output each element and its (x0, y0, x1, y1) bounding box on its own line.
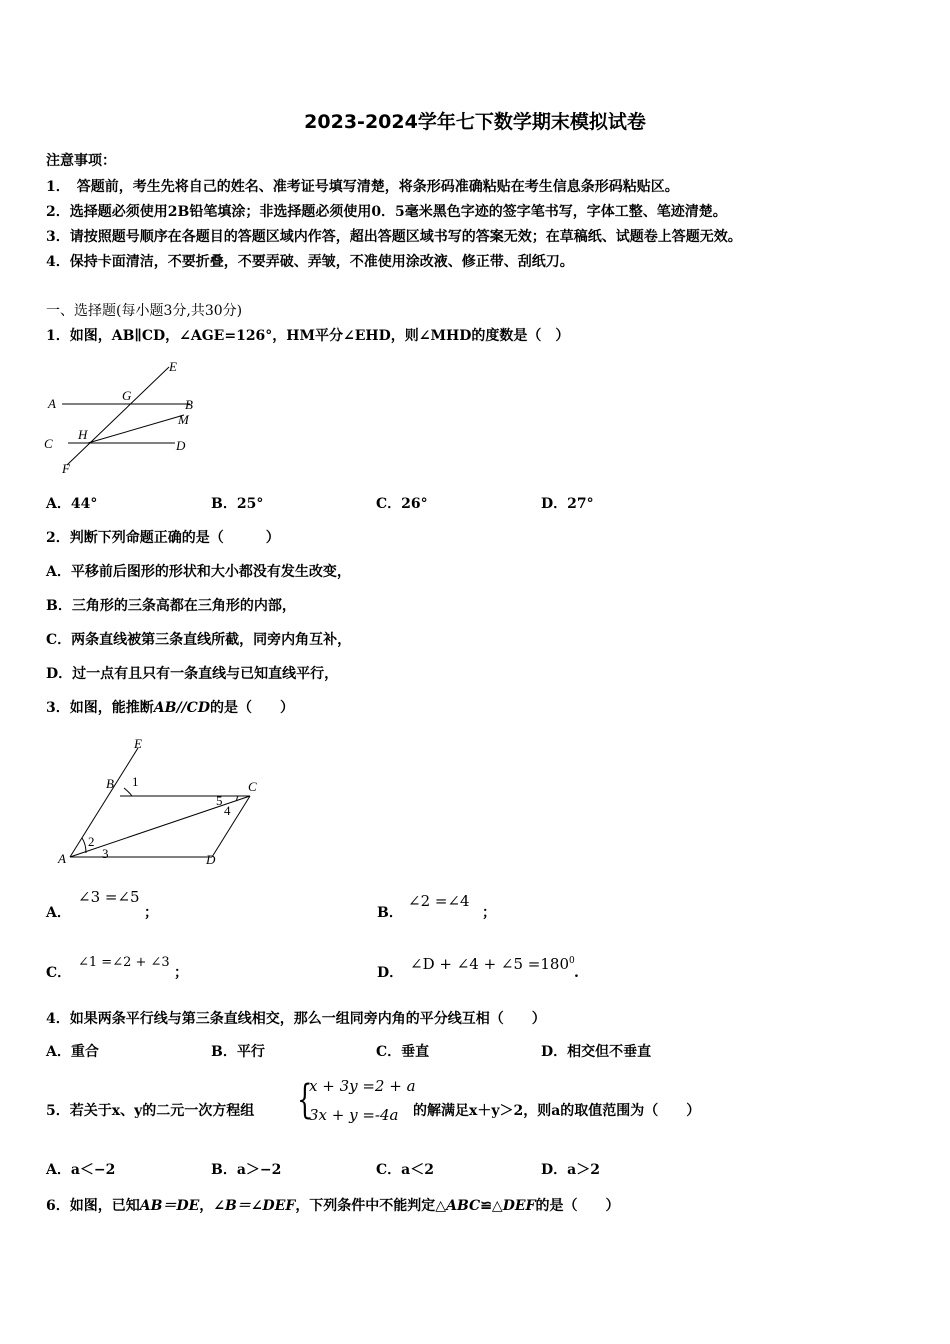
q1-label-a: A (48, 396, 56, 411)
q3-line-ae (70, 748, 138, 857)
q2-stem: 2．判断下列命题正确的是（ ） (46, 530, 280, 546)
q3-option-c-tail: ； (174, 965, 188, 981)
q3-option-a-expr: ∠3 =∠5 (78, 888, 140, 906)
q5-stem-suffix: 的解满足x＋y＞2，则a的取值范围为（ ） (413, 1103, 701, 1119)
q5-stem-prefix: 5．若关于x、y的二元一次方程组 (46, 1103, 255, 1119)
q2-option-d[interactable]: D．过一点有且只有一条直线与已知直线平行， (46, 666, 339, 682)
section-heading: 一、选择题(每小题3分,共30分) (46, 303, 243, 319)
q3-option-d-expr (410, 952, 575, 973)
q3-arc-1 (124, 788, 132, 796)
q5-option-b[interactable]: B．a＞−2 (211, 1162, 282, 1178)
q3-label-2: 2 (88, 834, 95, 849)
q3-label-1: 1 (132, 774, 139, 789)
q2-option-a[interactable]: A．平移前后图形的形状和大小都没有发生改变， (46, 564, 351, 580)
q1-stem: 1．如图，AB∥CD，∠AGE=126°，HM平分∠EHD，则∠MHD的度数是（ ） (46, 328, 570, 344)
q3-option-b-label[interactable]: B． (377, 905, 403, 921)
q3-stem-prefix: 3．如图，能推断 (46, 700, 154, 716)
q1-label-g: G (122, 388, 132, 403)
q6-mid-1: ， (199, 1198, 214, 1214)
q3-option-b-tail: ； (482, 905, 496, 921)
q5-option-c[interactable]: C．a＜2 (376, 1162, 434, 1178)
q4-stem: 4．如果两条平行线与第三条直线相交，那么一组同旁内角的平分线互相（ ） (46, 1011, 546, 1027)
note-item-4: 4．保持卡面清洁，不要折叠，不要弄破、弄皱，不准使用涂改液、修正带、刮纸刀。 (46, 254, 574, 270)
q3-option-d-expr-sup: 0 (569, 956, 575, 966)
q1-line-ef (67, 367, 169, 465)
q3-label-a: A (58, 851, 66, 866)
q1-option-d[interactable]: D．27° (541, 496, 594, 512)
q6-math-2: ∠B＝∠DEF (213, 1198, 296, 1214)
q3-label-c: C (248, 779, 257, 794)
q4-option-c[interactable]: C．垂直 (376, 1044, 430, 1060)
q3-label-3: 3 (102, 846, 109, 861)
q3-label-d: D (206, 852, 216, 866)
note-item-1: 1． 答题前，考生先将自己的姓名、准考证号填写清楚，将条形码准确粘贴在考生信息条形码粘贴区。 (46, 179, 679, 195)
q3-option-b-expr: ∠2 =∠4 (408, 892, 470, 910)
q6-math-1: AB＝DE (139, 1198, 200, 1214)
q3-option-a-tail: ； (144, 905, 158, 921)
q5-eq2: 3x + y =‑4a (309, 1106, 399, 1124)
q5-option-d[interactable]: D．a＞2 (541, 1162, 600, 1178)
q6-stem-prefix: 6．如图，已知 (46, 1198, 140, 1214)
q1-option-b[interactable]: B．25° (211, 496, 264, 512)
page-title: 2023-2024学年七下数学期末模拟试卷 (304, 111, 646, 133)
q3-option-d-tail: . (574, 965, 579, 981)
q1-label-c: C (44, 436, 53, 451)
q1-line-hm (88, 415, 184, 443)
q6-math-4: DEF (502, 1198, 536, 1214)
q1-label-d: D (176, 438, 186, 453)
q3-label-b: B (106, 776, 114, 791)
q3-option-c-label[interactable]: C． (46, 965, 72, 981)
q3-option-c-expr: ∠1 =∠2 + ∠3 (78, 955, 170, 970)
q5-system-brace: { (297, 1077, 313, 1123)
note-item-2: 2．选择题必须使用2B铅笔填涂；非选择题必须使用0．5毫米黑色字迹的签字笔书写，字体工整、笔迹清楚。 (46, 204, 727, 220)
q2-option-b[interactable]: B．三角形的三条高都在三角形的内部， (46, 598, 296, 614)
q6-stem (46, 1197, 619, 1215)
q1-label-e: E (169, 359, 177, 374)
q3-label-5: 5 (216, 793, 223, 808)
q3-option-d-label[interactable]: D． (377, 965, 404, 981)
q1-option-a[interactable]: A．44° (46, 496, 98, 512)
q4-option-b[interactable]: B．平行 (211, 1044, 265, 1060)
q3-label-4: 4 (224, 803, 231, 818)
q3-label-e: E (134, 736, 142, 751)
q3-figure (52, 736, 267, 866)
q3-option-a-label[interactable]: A． (46, 905, 71, 921)
q1-label-h: H (78, 427, 88, 442)
q3-line-ac (70, 796, 250, 857)
note-item-3: 3．请按照题号顺序在各题目的答题区域内作答，超出答题区域书写的答案无效；在草稿纸、试题卷上答题无效。 (46, 229, 742, 245)
q1-option-c[interactable]: C．26° (376, 496, 428, 512)
q5-option-a[interactable]: A．a＜−2 (46, 1162, 116, 1178)
q6-mid-3: ≌△ (480, 1198, 503, 1214)
q1-label-f: F (62, 461, 70, 476)
q3-arc-2 (82, 838, 86, 853)
q1-label-m: M (178, 412, 189, 427)
q3-stem-math: AB//CD (153, 700, 210, 716)
q6-math-3: ABC (446, 1198, 481, 1214)
q1-label-b: B (185, 397, 193, 412)
q4-option-a[interactable]: A．重合 (46, 1044, 99, 1060)
notes-header: 注意事项： (46, 153, 116, 169)
q3-stem-suffix: 的是（ ） (209, 700, 294, 716)
q1-figure (42, 357, 202, 479)
q3-option-d-expr-main: ∠D + ∠4 + ∠5 =180 (410, 955, 569, 973)
q2-option-c[interactable]: C．两条直线被第三条直线所截，同旁内角互补， (46, 632, 352, 648)
q4-option-d[interactable]: D．相交但不垂直 (541, 1044, 652, 1060)
q6-stem-suffix: 的是（ ） (535, 1198, 620, 1214)
q5-eq1: x + 3y =2 + a (309, 1077, 416, 1095)
q3-stem (46, 699, 294, 717)
q6-mid-2: ，下列条件中不能判定△ (295, 1198, 447, 1214)
